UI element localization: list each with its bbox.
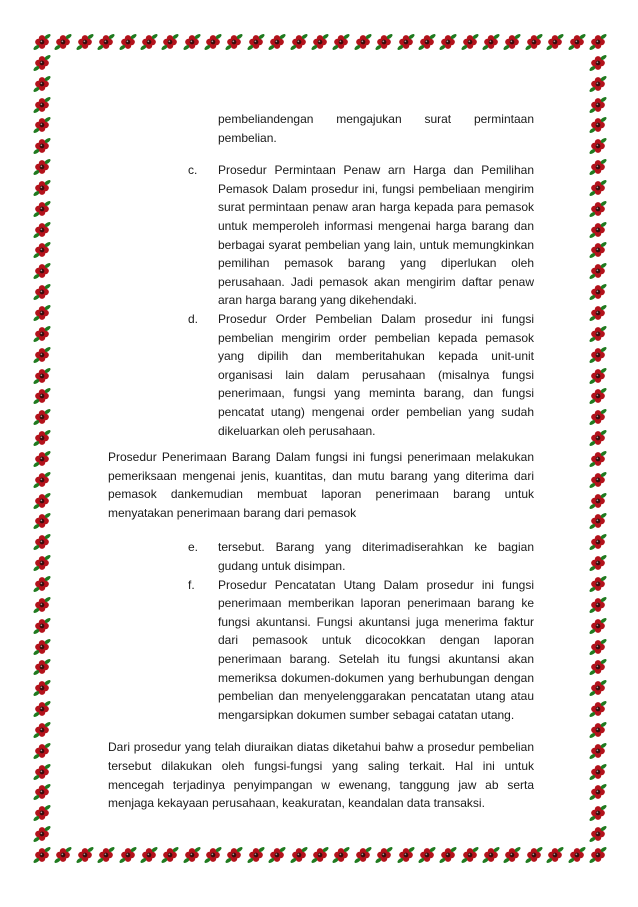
flower-icon [33,241,51,259]
flower-icon [589,804,607,822]
flower-icon [589,783,607,801]
flower-icon [589,763,607,781]
flower-icon [503,846,521,864]
flower-icon [589,346,607,364]
flower-icon [461,846,479,864]
list-item-d [108,310,534,440]
flower-icon [589,137,607,155]
flower-icon [33,408,51,426]
flower-icon [589,721,607,739]
flower-icon [33,804,51,822]
flower-icon [589,429,607,447]
flower-icon [418,33,436,51]
flower-icon [33,846,51,864]
flower-icon [33,554,51,572]
flower-icon [461,33,479,51]
list-item-text: Prosedur Order Pembelian Dalam prosedur ini fungsi pembelian mengirim order pembelian kepada pemasok yang dipilih dan memberitahukan kepada unit-unit organisasi lain dalam perusahaan (misalnya fungsi penerimaan, fungsi yang meminta barang, dan fungsi pencatat utang) mengenai order pembelian yang sudah dikeluarkan oleh perusahaan. [218,311,534,438]
flower-icon [33,742,51,760]
flower-icon [33,158,51,176]
flower-icon [225,33,243,51]
list-item-continuation [108,110,534,147]
flower-icon [33,283,51,301]
flower-icon [33,658,51,676]
flower-icon [290,846,308,864]
flower-icon [568,846,586,864]
flower-icon [33,137,51,155]
list-item-text: pembeliandengan mengajukan surat permintaan pembelian. [218,112,534,145]
flower-icon [589,638,607,656]
flower-icon [589,658,607,676]
list-item-text: Prosedur Pencatatan Utang Dalam prosedur ini fungsi penerimaan memberikan laporan penerimaan barang ke fungsi akuntansi. Fungsi akuntansi juga menerima faktur dari pemasook untuk dicocokkan dengan laporan penerimaan barang. Setelah itu fungsi akuntansi akan memeriksa dokumen-dokumen yang berhubungan dengan pembelian dan menyelenggarakan pencatatan utang atau mengarsipkan dokumen sumber sebagai catatan utang. [218,577,534,722]
flower-icon [268,846,286,864]
flower-icon [589,700,607,718]
flower-icon [589,75,607,93]
flower-icon [589,825,607,843]
flower-icon [33,304,51,322]
list-item-f [108,576,534,725]
flower-icon [589,367,607,385]
paragraph-conclusion: Dari prosedur yang telah diuraikan diatas diketahui bahw a prosedur pembelian tersebut dilakukan oleh fungsi-fungsi yang saling terkait. Hal ini untuk mencegah terjadinya penyimpangan w ewenang, tanggung jaw ab serta menjaga kekayaan perusahaan, keakuratan, keandalan data transaksi. [108,740,534,811]
flower-icon [54,33,72,51]
flower-icon [33,429,51,447]
flower-icon [247,33,265,51]
flower-icon [33,367,51,385]
flower-icon [311,846,329,864]
flower-icon [589,596,607,614]
flower-icon [33,617,51,635]
flower-icon [33,471,51,489]
flower-icon [161,33,179,51]
flower-icon [354,33,372,51]
flower-icon [247,846,265,864]
flower-icon [375,846,393,864]
list-item-text: tersebut. Barang yang diterimadiserahkan ke bagian gudang untuk disimpan. [218,540,534,574]
flower-icon [204,33,222,51]
flower-icon [354,846,372,864]
flower-icon [119,33,137,51]
flower-icon [589,387,607,405]
flower-icon [140,846,158,864]
flower-icon [397,846,415,864]
flower-icon [589,533,607,551]
flower-icon [33,638,51,656]
flower-icon [589,116,607,134]
flower-icon [140,33,158,51]
list-marker: e. [188,540,199,555]
flower-icon [375,33,393,51]
list-marker: d. [188,311,199,326]
flower-icon [546,846,564,864]
flower-icon [33,262,51,280]
flower-icon [589,262,607,280]
flower-icon [589,679,607,697]
flower-icon [119,846,137,864]
flower-icon [589,179,607,197]
flower-icon [33,33,51,51]
flower-icon [546,33,564,51]
flower-icon [33,179,51,197]
flower-icon [589,492,607,510]
paragraph-penerimaan-barang: Prosedur Penerimaan Barang Dalam fungsi ini fungsi penerimaan melakukan pemeriksaan mengenai jenis, kuantitas, dan mutu barang yang diterima dari pemasok dankemudian membuat laporan penerimaan barang untuk menyatakan penerimaan barang dari pemasok [108,450,534,520]
flower-icon [33,783,51,801]
flower-icon [33,96,51,114]
flower-icon [33,679,51,697]
flower-icon [33,596,51,614]
flower-icon [33,492,51,510]
flower-icon [33,700,51,718]
flower-icon [76,33,94,51]
flower-icon [54,846,72,864]
flower-icon [418,846,436,864]
flower-icon [589,450,607,468]
list-marker: f. [188,577,195,592]
flower-icon [589,575,607,593]
flower-icon [225,846,243,864]
flower-icon [97,846,115,864]
flower-icon [97,33,115,51]
flower-icon [589,96,607,114]
flower-icon [525,33,543,51]
flower-icon [76,846,94,864]
flower-icon [311,33,329,51]
flower-icon [439,846,457,864]
flower-icon [268,33,286,51]
flower-icon [439,33,457,51]
flower-icon [33,387,51,405]
document-body [108,110,534,813]
flower-icon [161,846,179,864]
flower-icon [589,54,607,72]
flower-icon [33,200,51,218]
flower-icon [397,33,415,51]
flower-icon [589,158,607,176]
flower-icon [589,617,607,635]
flower-icon [589,325,607,343]
list-item-text: Prosedur Permintaan Penaw arn Harga dan Pemilihan Pemasok Dalam prosedur ini, fungsi pembeliaan mengirim surat permintaan penaw aran harga kepada para pemasok untuk memperoleh informasi mengenai harga barang dan berbagai syarat pembelian yang lain, untuk memungkinkan pemilihan pemasok barang yang diperlukan oleh perusahaan. Jadi pemasok akan mengirim daftar penaw aran harga barang yang dikehendaki. [218,163,534,308]
flower-icon [589,742,607,760]
flower-icon [589,221,607,239]
flower-icon [482,846,500,864]
list-item-e [108,538,534,575]
flower-icon [290,33,308,51]
flower-icon [589,304,607,322]
flower-icon [332,846,350,864]
flower-icon [33,533,51,551]
flower-icon [33,75,51,93]
flower-icon [33,575,51,593]
flower-icon [589,846,607,864]
flower-icon [33,512,51,530]
flower-icon [33,325,51,343]
flower-icon [503,33,521,51]
flower-icon [525,846,543,864]
flower-icon [33,825,51,843]
flower-icon [183,33,201,51]
flower-icon [568,33,586,51]
flower-icon [589,241,607,259]
flower-icon [183,846,201,864]
flower-icon [33,54,51,72]
list-marker: c. [188,163,198,178]
flower-icon [33,450,51,468]
flower-icon [33,346,51,364]
flower-icon [482,33,500,51]
flower-icon [589,283,607,301]
flower-icon [204,846,222,864]
flower-icon [589,471,607,489]
list-item-c [108,161,534,310]
flower-icon [589,200,607,218]
flower-icon [33,116,51,134]
flower-icon [589,33,607,51]
flower-icon [589,408,607,426]
flower-icon [332,33,350,51]
flower-icon [33,221,51,239]
flower-icon [33,763,51,781]
flower-icon [589,512,607,530]
flower-icon [33,721,51,739]
flower-icon [589,554,607,572]
